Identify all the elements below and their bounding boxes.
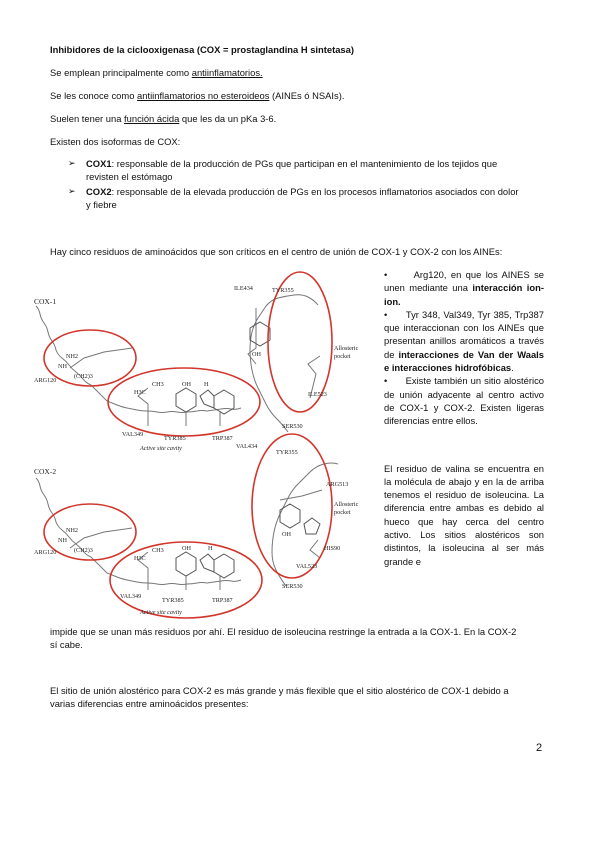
nh2b-label: NH2 bbox=[66, 527, 79, 534]
trp2-ring-5 bbox=[200, 554, 214, 572]
oh2b-label: OH bbox=[282, 531, 291, 538]
underlined-term: función ácida bbox=[124, 113, 180, 124]
pocket1-label: pocket bbox=[334, 353, 351, 360]
tyr1b-label: TYR355 bbox=[272, 287, 294, 294]
bullet-cox1-line1 bbox=[86, 158, 497, 170]
val2b-label: VAL434 bbox=[236, 443, 258, 450]
val2-label: VAL349 bbox=[120, 593, 142, 600]
ch2b-label: (CH2)3 bbox=[74, 547, 93, 554]
bullet-cox2-line2: y fiebre bbox=[86, 199, 117, 210]
oh-label: OH bbox=[182, 381, 191, 388]
ser2-label: SER530 bbox=[282, 583, 303, 590]
nh-label: NH bbox=[58, 363, 67, 370]
tyr2b-label: TYR355 bbox=[276, 449, 298, 456]
bold-term: interacciones de Van der Waals e interacciones hidrofóbicas bbox=[384, 348, 544, 374]
h3c-label: H3C bbox=[134, 389, 146, 396]
trp2-ring bbox=[214, 554, 234, 578]
cox2-label: COX-2 bbox=[34, 467, 57, 476]
allo2-label: Allosteric bbox=[334, 501, 359, 508]
tyr1b-ring bbox=[250, 322, 270, 346]
trp1-ring bbox=[214, 390, 234, 414]
ser1-label: SER530 bbox=[282, 423, 303, 430]
bullet-head: COX2 bbox=[86, 186, 112, 197]
paragraph-antiinflamatorios bbox=[50, 67, 263, 79]
text: que les da un pKa 3-6. bbox=[179, 113, 277, 124]
arrow-bullet-icon: ➢ bbox=[68, 186, 76, 196]
side-bullet-3: • Existe también un sitio alostérico de unión adyacente al centro activo de COX-1 y COX-2. Existen ligeras diferencias entre ellos. bbox=[384, 375, 544, 427]
paragraph-isoleucina-line1: impide que se unan más residuos por ahí. El residuo de isoleucina restringe la entrada a la COX-1. En la COX-2 bbox=[50, 626, 517, 637]
nh2-label: NH2 bbox=[66, 353, 79, 360]
page-number: 2 bbox=[536, 742, 543, 754]
paragraph-aines bbox=[50, 90, 344, 102]
cox1-label: COX-1 bbox=[34, 297, 57, 306]
val1-label: VAL349 bbox=[122, 431, 144, 438]
text: (AINEs ó NSAIs). bbox=[269, 90, 345, 101]
ch3-label: CH3 bbox=[152, 381, 164, 388]
text: : responsable de la producción de PGs que participan en el mantenimiento de los tejidos que bbox=[111, 158, 498, 169]
val2c-sidechain bbox=[310, 540, 320, 558]
ch2-label: (CH2)3 bbox=[74, 373, 93, 380]
his2-label: HIS90 bbox=[324, 545, 341, 552]
text: Suelen tener una bbox=[50, 113, 125, 124]
page-title: Inhibidores de la ciclooxigenasa (COX = prostaglandina H sintetasa) bbox=[50, 44, 354, 55]
h-label: H bbox=[204, 381, 209, 388]
paragraph-valina: El residuo de valina se encuentra en la molécula de abajo y en la de arriba tenemos el residuo de isoleucina. La diferencia entre ambas es debido al hueco que hay cerca del centro activo. Los sitios alostéricos son distintos, la isoleucina al ser más grande e bbox=[384, 462, 544, 567]
nhb-label: NH bbox=[58, 537, 67, 544]
text: . bbox=[511, 362, 514, 374]
bullet-head: COX1 bbox=[86, 158, 112, 169]
tyr1a-label: TYR385 bbox=[164, 435, 186, 442]
text: Se emplean principalmente como bbox=[50, 67, 192, 78]
cox-binding-site-figure bbox=[28, 268, 380, 630]
trp1-label: TRP387 bbox=[212, 435, 233, 442]
text: Tyr 348, Val349, Tyr 385, Trp387 que interaccionan con los AINEs que presentan anillos aromáticos a través de bbox=[384, 308, 544, 360]
arg2-label: ARG120 bbox=[34, 549, 57, 556]
val2c-label: VAL523 bbox=[296, 563, 318, 570]
underlined-term: antiinflamatorios no esteroideos bbox=[137, 90, 270, 101]
paragraph-funcion-acida bbox=[50, 113, 276, 125]
arg1-sidechain bbox=[70, 348, 132, 368]
text: Se les conoce como bbox=[50, 90, 138, 101]
paragraph-isoleucina-line2: sí cabe. bbox=[50, 639, 83, 650]
ch32-label: CH3 bbox=[152, 547, 164, 554]
bullet-cox2-line1 bbox=[86, 186, 519, 198]
arg2b-label: ARG513 bbox=[326, 481, 349, 488]
arrow-bullet-icon: ➢ bbox=[68, 158, 76, 168]
active1-label: Active site cavity bbox=[140, 445, 182, 452]
oh2-label: OH bbox=[182, 545, 191, 552]
paragraph-sitio-alosterico-line2: varias diferencias entre aminoácidos presentes: bbox=[50, 698, 249, 709]
side-bullet-1: • Arg120, en que los AINES se unen mediante una interacción ion-ion. bbox=[384, 269, 544, 307]
underlined-term: antiinflamatorios. bbox=[191, 67, 263, 78]
h2-label: H bbox=[208, 545, 213, 552]
bold-term: interacción ion-ion. bbox=[384, 282, 544, 307]
trp1-ring-5 bbox=[200, 390, 214, 408]
h3c2-label: H3C bbox=[134, 555, 146, 562]
trp2-label: TRP387 bbox=[212, 597, 233, 604]
text: Existe también un sitio alostérico de unión adyacente al centro activo de COX-1 y COX-2. Existen ligeras diferencias entre ellos. bbox=[384, 375, 544, 427]
arg2-sidechain bbox=[70, 528, 132, 548]
active2-label: Active site cavity bbox=[140, 609, 182, 616]
text: : responsable de la elevada producción de PGs en los procesos inflamatorios asociados con dolor bbox=[111, 186, 519, 197]
ile1-label: ILE434 bbox=[234, 285, 253, 292]
arg2b-sidechain bbox=[280, 490, 322, 500]
text: Arg120, en que los AINES se unen mediante una bbox=[384, 269, 544, 294]
side-bullet-2: • Tyr 348, Val349, Tyr 385, Trp387 que interaccionan con los AINEs que presentan anillos aromáticos a través de interacciones de Van der Waals e interacciones hidrofóbicas. bbox=[384, 308, 544, 374]
oh1b-label: OH bbox=[252, 351, 261, 358]
pocket2-label: pocket bbox=[334, 509, 351, 516]
paragraph-cinco-residuos: Hay cinco residuos de aminoácidos que son críticos en el centro de unión de COX-1 y COX-2 con los AINEs: bbox=[50, 246, 503, 257]
tyr1-ring bbox=[176, 388, 196, 412]
tyr2-ring bbox=[176, 552, 196, 576]
paragraph-isoformas: Existen dos isoformas de COX: bbox=[50, 136, 181, 147]
allo1-label: Allosteric bbox=[334, 345, 359, 352]
arg1-label: ARG120 bbox=[34, 377, 57, 384]
tyr2a-label: TYR385 bbox=[162, 597, 184, 604]
ile1b-label: ILE523 bbox=[308, 391, 327, 398]
highlight-active1 bbox=[108, 368, 260, 436]
his2-ring bbox=[304, 518, 320, 534]
paragraph-sitio-alosterico-line1: El sitio de unión alostérico para COX-2 es más grande y más flexible que el sitio alostérico de COX-1 debido a bbox=[50, 685, 509, 696]
cox1-backbone-arch bbox=[250, 295, 318, 432]
bullet-cox1-line2: revisten el estómago bbox=[86, 171, 173, 182]
side-column bbox=[384, 268, 544, 568]
